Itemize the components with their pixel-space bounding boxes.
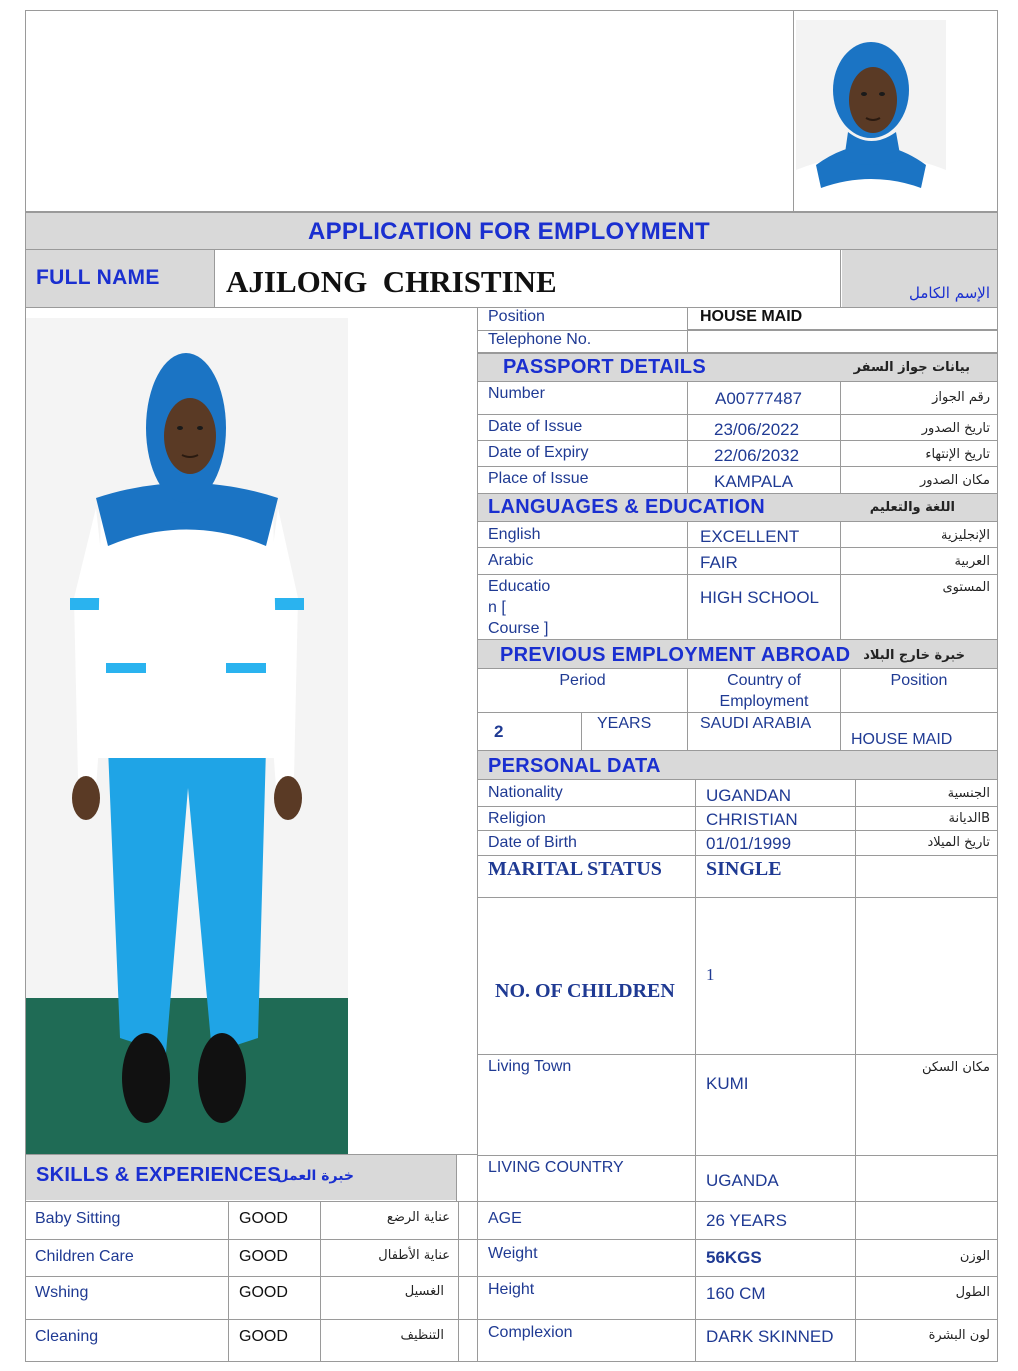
nationality-arabic: الجنسية xyxy=(947,786,990,801)
place-of-issue-value: KAMPALA xyxy=(714,472,794,491)
skill-cleaning-label: Cleaning xyxy=(35,1328,99,1345)
previous-employment-header-arabic: خبرة خارج البلاد xyxy=(863,648,965,663)
skill-washing-arabic: الغسيل xyxy=(404,1284,444,1299)
position-column-header: Position xyxy=(890,672,948,689)
country-column-header-line2: Employment xyxy=(719,693,809,710)
living-country-value: UGANDA xyxy=(706,1171,779,1190)
passport-number-arabic: رقم الجواز xyxy=(932,390,990,405)
skills-header-arabic: خبرة العمل xyxy=(276,1168,354,1184)
skill-washing-label: Wshing xyxy=(35,1284,89,1301)
form-title: APPLICATION FOR EMPLOYMENT xyxy=(307,218,711,245)
skill-cleaning-arabic: التنظيف xyxy=(400,1328,444,1343)
date-of-birth-label: Date of Birth xyxy=(488,834,577,851)
position-label: Position xyxy=(488,308,545,325)
date-of-birth-arabic: تاريخ الميلاد xyxy=(927,835,990,850)
previous-country: SAUDI ARABIA xyxy=(700,715,812,732)
skill-washing-value: GOOD xyxy=(239,1284,288,1301)
passport-number-value: A00777487 xyxy=(715,389,802,408)
complexion-value: DARK SKINNED xyxy=(706,1327,834,1346)
living-town-label: Living Town xyxy=(488,1058,572,1075)
personal-data-header: PERSONAL DATA xyxy=(488,755,661,777)
previous-position: HOUSE MAID xyxy=(851,731,953,748)
age-label: AGE xyxy=(488,1210,522,1227)
arabic-arabic: العربية xyxy=(954,554,990,569)
skill-baby-sitting-arabic: عناية الرضع xyxy=(386,1210,450,1225)
children-value: 1 xyxy=(706,965,715,984)
skill-children-care-arabic: عناية الأطفال xyxy=(378,1248,450,1263)
frame-top xyxy=(25,10,998,11)
date-of-expiry-label: Date of Expiry xyxy=(488,444,589,461)
living-town-arabic: مكان السكن xyxy=(921,1060,990,1075)
education-label-line2: n [ xyxy=(488,599,506,616)
weight-label: Weight xyxy=(488,1245,538,1262)
date-of-issue-label: Date of Issue xyxy=(488,418,583,435)
nationality-value: UGANDAN xyxy=(706,786,792,805)
period-column-header: Period xyxy=(559,672,606,689)
languages-header-arabic: اللغة والتعليم xyxy=(869,500,955,515)
skill-children-care-label: Children Care xyxy=(35,1248,134,1265)
religion-value: CHRISTIAN xyxy=(706,810,798,829)
living-town-value: KUMI xyxy=(706,1074,749,1093)
skill-baby-sitting-label: Baby Sitting xyxy=(35,1210,121,1227)
skill-children-care-value: GOOD xyxy=(239,1248,288,1265)
height-label: Height xyxy=(488,1281,535,1298)
skills-header: SKILLS & EXPERIENCES xyxy=(36,1164,281,1186)
previous-employment-header: PREVIOUS EMPLOYMENT ABROAD xyxy=(500,644,851,666)
nationality-label: Nationality xyxy=(488,784,563,801)
place-of-issue-label: Place of Issue xyxy=(488,470,589,487)
weight-value: 56KGS xyxy=(706,1248,762,1267)
weight-arabic: الوزن xyxy=(959,1249,990,1264)
marital-status-label: MARITAL STATUS xyxy=(488,858,662,880)
children-label: NO. OF CHILDREN xyxy=(495,980,675,1002)
passport-header: PASSPORT DETAILS xyxy=(503,356,706,378)
headshot-divider xyxy=(793,10,794,212)
place-of-issue-arabic: مكان الصدور xyxy=(919,473,990,488)
education-arabic: المستوى xyxy=(942,580,990,595)
full-name-value: AJILONG CHRISTINE xyxy=(226,264,557,299)
height-value: 160 CM xyxy=(706,1284,766,1303)
living-country-label: LIVING COUNTRY xyxy=(488,1159,624,1176)
country-column-header-line1: Country of xyxy=(727,672,801,689)
date-of-expiry-arabic: تاريخ الإنتهاء xyxy=(925,447,990,462)
frame-bottom xyxy=(25,1361,998,1362)
applicant-headshot-photo xyxy=(796,20,946,191)
education-label-line3: Course ] xyxy=(488,620,549,637)
religion-arabic: Bالديانة xyxy=(948,811,990,826)
period-number: 2 xyxy=(494,722,504,741)
education-value: HIGH SCHOOL xyxy=(700,588,820,607)
full-name-label: FULL NAME xyxy=(36,266,160,289)
period-unit: YEARS xyxy=(597,715,652,732)
skill-baby-sitting-value: GOOD xyxy=(239,1210,288,1227)
telephone-label: Telephone No. xyxy=(488,331,592,348)
date-of-issue-value: 23/06/2022 xyxy=(714,420,800,439)
arabic-label: Arabic xyxy=(488,552,534,569)
english-value: EXCELLENT xyxy=(700,527,800,546)
english-label: English xyxy=(488,526,541,543)
complexion-label: Complexion xyxy=(488,1324,573,1341)
age-value: 26 YEARS xyxy=(706,1211,787,1230)
height-arabic: الطول xyxy=(955,1285,990,1300)
date-of-birth-value: 01/01/1999 xyxy=(706,834,792,853)
passport-header-arabic: بيانات جواز السفر xyxy=(853,360,970,375)
complexion-arabic: لون البشرة xyxy=(928,1328,990,1343)
marital-status-value: SINGLE xyxy=(706,858,782,880)
skill-cleaning-value: GOOD xyxy=(239,1328,288,1345)
position-value: HOUSE MAID xyxy=(700,308,803,325)
languages-header: LANGUAGES & EDUCATION xyxy=(488,496,766,518)
applicant-full-body-photo xyxy=(26,318,348,1154)
date-of-expiry-value: 22/06/2032 xyxy=(714,446,800,465)
english-arabic: الإنجليزية xyxy=(940,528,990,543)
date-of-issue-arabic: تاريخ الصدور xyxy=(921,421,990,436)
religion-label: Religion xyxy=(488,810,546,827)
education-label-line1: Educatio xyxy=(488,578,551,595)
full-name-arabic: الإسم الكامل xyxy=(908,284,990,302)
passport-number-label: Number xyxy=(488,385,545,402)
arabic-value: FAIR xyxy=(700,553,738,572)
